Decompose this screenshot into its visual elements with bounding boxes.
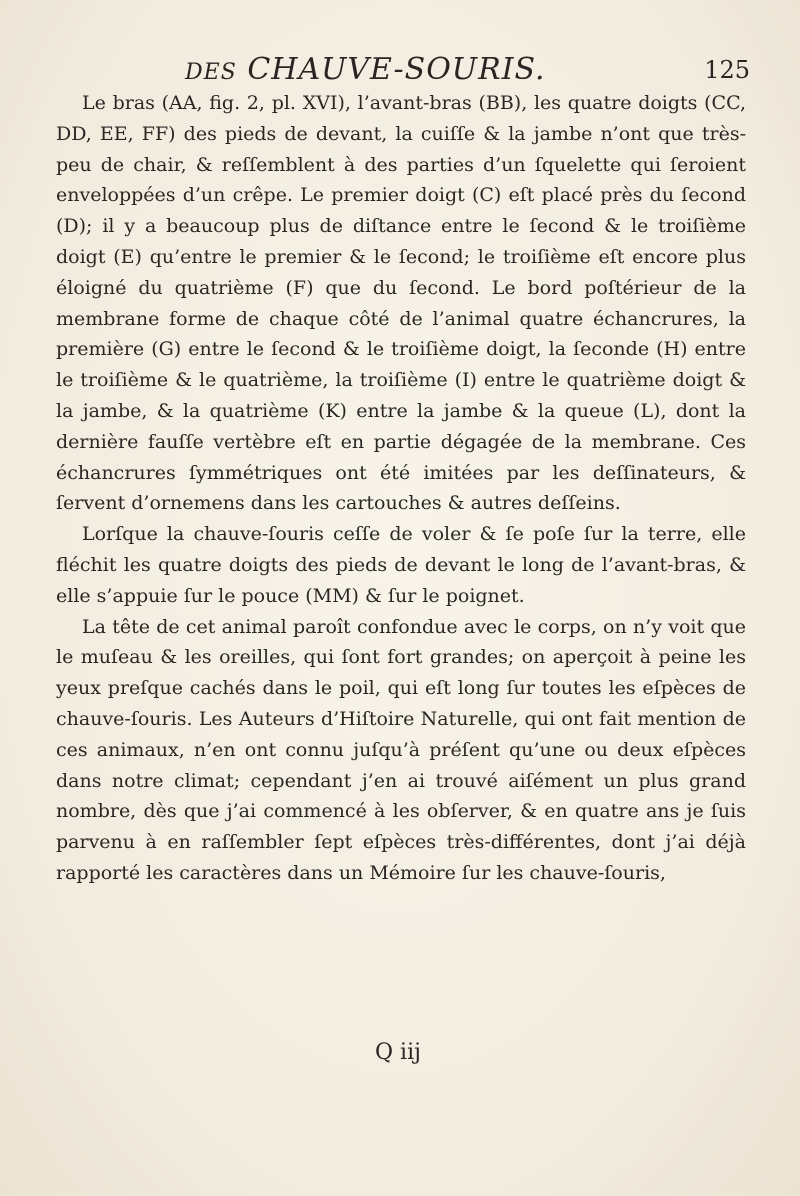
page-header [90, 52, 750, 92]
running-head-prefix: DES [185, 60, 237, 85]
running-head-title: CHAUVE-SOURIS. [247, 52, 546, 87]
signature-mark: Q iij [375, 1040, 421, 1065]
paragraph-2: Lorſque la chauve-ſouris ceſſe de voler & ſe poſe ſur la terre, elle fléchit les quatre doigts des pieds de devant le long de l’avant-bras, & elle s’appuie ſur le pouce (MM) & ſur le poignet. [56, 523, 746, 607]
running-head [185, 52, 546, 87]
paragraph-1: Le bras (AA, fig. 2, pl. XVI), l’avant-bras (BB), les quatre doigts (CC, DD, EE, FF) des pieds de devant, la cuiſſe & la jambe n’ont que très-peu de chair, & reſſemblent à des parties d’un ſquelette qui ſeroient enveloppées d’un crêpe. Le premier doigt (C) eſt placé près du ſecond (D); il y a beaucoup plus de diſtance entre le ſecond & le troiſième doigt (E) qu’entre le premier & le ſecond; le troiſième eſt encore plus éloigné du quatrième (F) que du ſecond. Le bord poſtérieur de la membrane forme de chaque côté de l’animal quatre échancrures, la première (G) entre le ſecond & le troiſième doigt, la ſeconde (H) entre le troiſième & le quatrième, la troiſième (I) entre le quatrième doigt & la jambe, & la quatrième (K) entre la jambe & la queue (L), dont la dernière fauſſe vertèbre eſt en partie dégagée de la membrane. Ces échancrures ſymmétriques ont été imitées par les deſſinateurs, & ſervent d’ornemens dans les cartouches & autres deſſeins. [56, 92, 746, 515]
paragraph-3: La tête de cet animal paroît confondue avec le corps, on n’y voit que le muſeau & les oreilles, qui ſont fort grandes; on aperçoit à peine les yeux preſque cachés dans le poil, qui eſt long ſur toutes les eſpèces de chauve-ſouris. Les Auteurs d’Hiſtoire Naturelle, qui ont fait mention de ces animaux, n’en ont connu juſqu’à préſent qu’une ou deux eſpèces dans notre climat; cependant j’en ai trouvé aiſément un plus grand nombre, dès que j’ai commencé à les obſerver, & en quatre ans je ſuis parvenu à en raſſembler ſept eſpèces très-différentes, dont j’ai déjà rapporté les caractères dans un Mémoire ſur les chauve-ſouris, [56, 615, 746, 884]
body-text [56, 88, 746, 889]
page-number: 125 [704, 56, 750, 84]
